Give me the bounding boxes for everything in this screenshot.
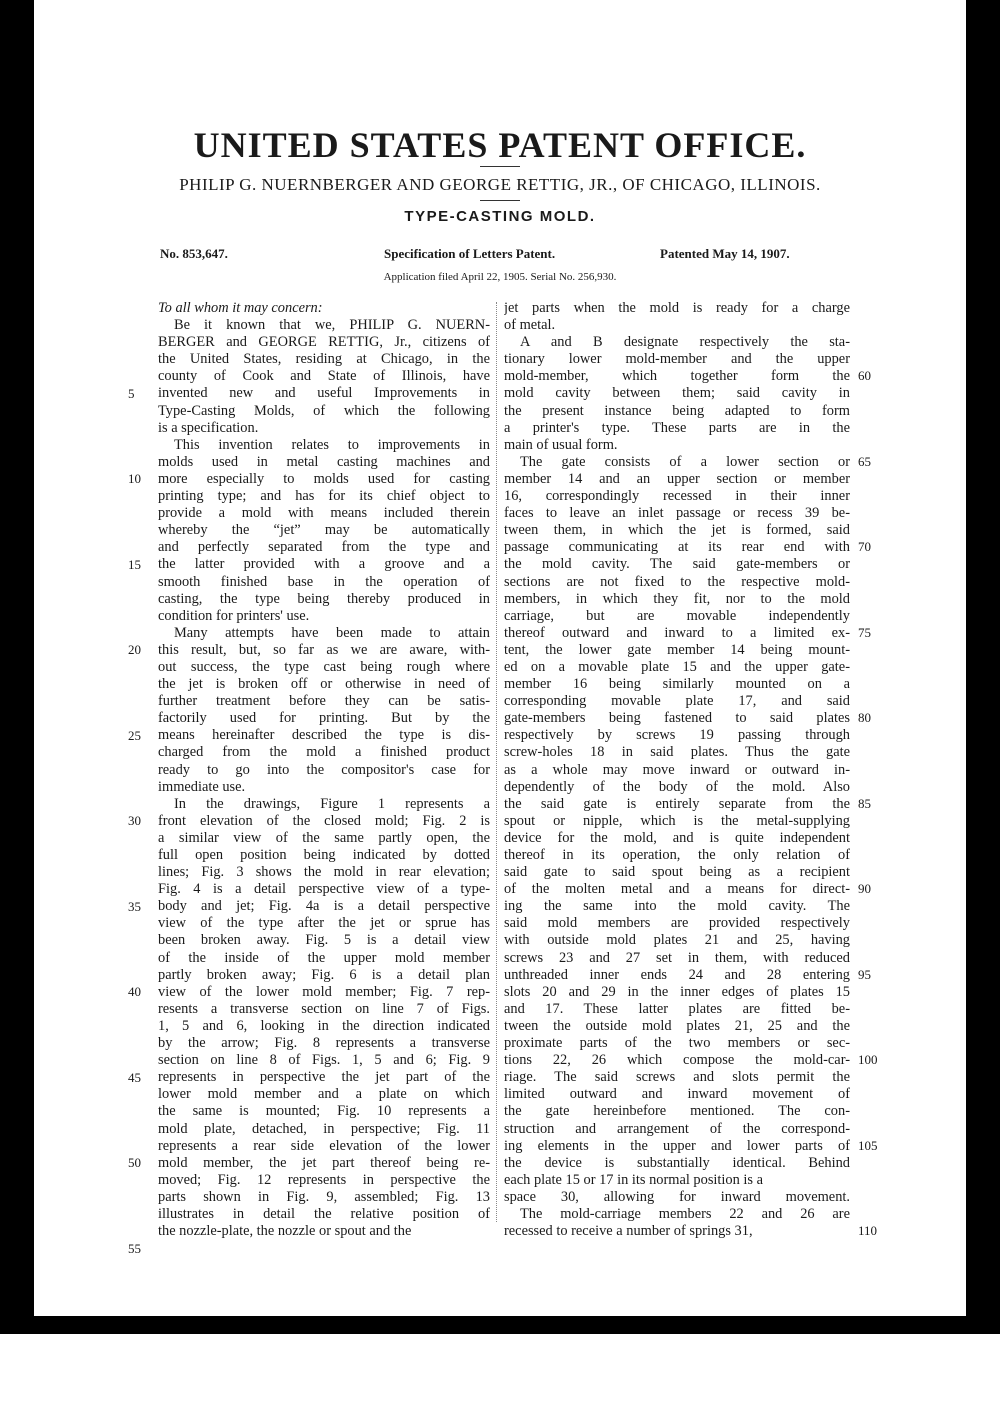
text-line: thereof outward and inward to a limited ex- xyxy=(504,624,850,641)
patent-subject: TYPE-CASTING MOLD. xyxy=(404,208,596,225)
text-line: more especially to molds used for casting xyxy=(158,470,490,487)
specification-label: Specification of Letters Patent. xyxy=(384,246,556,261)
text-line: mold cavity between them; said cavity in xyxy=(504,385,850,402)
text-line: The gate consists of a lower section or xyxy=(520,453,850,470)
text-line: Type-Casting Molds, of which the following xyxy=(158,402,490,419)
patented-date: Patented May 14, 1907. xyxy=(660,246,790,261)
scan-border-bottom xyxy=(0,1316,1000,1334)
text-line: printing type; and has for its chief object to xyxy=(158,488,490,505)
text-line: casting, the type being thereby produced in xyxy=(158,590,490,607)
text-line: 1, 5 and 6, looking in the direction indicated xyxy=(158,1017,490,1034)
text-line: the latter provided with a groove and a xyxy=(158,556,490,573)
text-line: each plate 15 or 17 in its normal position is a xyxy=(504,1171,763,1188)
text-line: Many attempts have been made to attain xyxy=(174,624,490,641)
line-number: 45 xyxy=(128,1069,141,1085)
text-line: ing elements in the upper and lower parts of xyxy=(504,1137,850,1154)
line-number: 10 xyxy=(128,471,141,486)
text-line: partly broken away; Fig. 6 is a detail plan xyxy=(158,966,490,983)
line-number: 105 xyxy=(858,1137,878,1153)
text-line: ing the same into the mold cavity. The xyxy=(504,898,850,915)
text-line: illustrates in detail the relative position of xyxy=(158,1205,490,1222)
text-line: full open position being indicated by dotted xyxy=(158,847,490,863)
text-line: moved; Fig. 12 represents in perspective the xyxy=(158,1171,490,1188)
text-line: a printer's type. These parts are in the xyxy=(504,419,850,436)
line-number: 95 xyxy=(858,966,871,982)
subject-rule xyxy=(480,200,520,201)
scan-border-left xyxy=(0,0,34,1333)
text-line: faces to leave an inlet passage or recess 39 be- xyxy=(504,505,850,522)
text-line: charged from the mold a finished product xyxy=(158,744,490,761)
text-line: member 16 being similarly mounted on a xyxy=(504,676,850,693)
text-line: proximate parts of the two members or sec- xyxy=(504,1035,850,1052)
text-line: the United States, residing at Chicago, in the xyxy=(158,351,490,368)
text-line: screw-holes 18 in said plates. Thus the gate xyxy=(504,744,850,761)
line-number: 60 xyxy=(858,368,871,384)
text-line: sections are not fixed to the respective mold- xyxy=(504,573,850,590)
text-line: struction and arrangement of the correspond- xyxy=(504,1120,850,1137)
right-text-column xyxy=(504,300,850,1240)
text-line: is a specification. xyxy=(158,419,259,436)
text-line: parts shown in Fig. 9, assembled; Fig. 13 xyxy=(158,1188,490,1205)
text-line: the nozzle-plate, the nozzle or spout and the xyxy=(158,1223,412,1240)
text-line: been broken away. Fig. 5 is a detail view xyxy=(158,932,490,949)
line-number: 85 xyxy=(858,795,871,811)
text-line: whereby the “jet” may be automatically xyxy=(158,522,490,539)
text-line: the present instance being adapted to form xyxy=(504,402,850,419)
text-line: This invention relates to improvements in xyxy=(174,436,490,453)
text-line: of metal. xyxy=(504,317,556,334)
column-divider xyxy=(496,302,497,1222)
text-line: the mold cavity. The said gate-members or xyxy=(504,556,850,573)
text-line: tween them, in which the jet is formed, said xyxy=(504,522,850,539)
text-line: respectively by screws 19 passing through xyxy=(504,727,850,744)
text-line: the said gate is entirely separate from the xyxy=(504,795,850,812)
text-line: ed on a movable plate 15 and the upper gate- xyxy=(504,658,850,675)
title-rule xyxy=(480,166,520,167)
text-line: In the drawings, Figure 1 represents a xyxy=(174,795,490,812)
text-line: means hereinafter described the type is dis- xyxy=(158,727,490,744)
text-line: factorily used for printing. But by the xyxy=(158,710,490,727)
text-line: the gate hereinbefore mentioned. The con- xyxy=(504,1103,850,1120)
scan-border-right xyxy=(966,0,1000,1333)
text-line: of the molten metal and a means for direct- xyxy=(504,881,850,898)
text-line: members, in which they fit, nor to the mold xyxy=(504,590,850,607)
text-line: mold-member, which together form the xyxy=(504,368,850,385)
text-line: county of Cook and State of Illinois, have xyxy=(158,368,490,385)
text-line: smooth finished base in the operation of xyxy=(158,573,490,590)
text-line: recessed to receive a number of springs 31, xyxy=(504,1223,753,1240)
text-line: the same is mounted; Fig. 10 represents a xyxy=(158,1103,490,1120)
text-line: as a whole may move inward or outward in- xyxy=(504,761,850,778)
office-title: UNITED STATES PATENT OFFICE. xyxy=(193,125,807,165)
text-line: ready to go into the compositor's case for xyxy=(158,761,490,778)
text-line: tions 22, 26 which compose the mold-car- xyxy=(504,1052,850,1069)
text-line: thereof in its operation, the only relation of xyxy=(504,847,850,863)
text-line: dependently of the body of the mold. Also xyxy=(504,778,850,795)
text-line: view of the lower mold member; Fig. 7 rep- xyxy=(158,983,490,1000)
text-line: by the arrow; Fig. 8 represents a transverse xyxy=(158,1035,490,1052)
left-text-column xyxy=(158,300,490,1240)
text-line: mold member, the jet part thereof being re- xyxy=(158,1154,490,1171)
line-number: 25 xyxy=(128,727,141,743)
text-line: said mold members are provided respectively xyxy=(504,915,850,932)
text-line: represents a rear side elevation of the lower xyxy=(158,1137,490,1154)
text-line: Be it known that we, PHILIP G. NUERN- xyxy=(174,317,490,334)
text-line: lower mold member and a plate on which xyxy=(158,1086,490,1103)
text-line: the jet is broken off or otherwise in need of xyxy=(158,676,490,693)
text-line: lines; Fig. 3 shows the mold in rear elevation; xyxy=(158,864,490,881)
text-line: section on line 8 of Figs. 1, 5 and 6; Fig. 9 xyxy=(158,1052,490,1069)
line-number: 50 xyxy=(128,1155,141,1170)
text-line: tween the outside mold plates 21, 25 and the xyxy=(504,1017,850,1034)
line-number: 90 xyxy=(858,881,871,897)
text-line: immediate use. xyxy=(158,778,246,795)
text-line: passage communicating at its rear end with xyxy=(504,539,850,556)
text-line: limited outward and inward movement of xyxy=(504,1086,850,1103)
text-line: member 14 and an upper section or member xyxy=(504,470,850,487)
text-line: space 30, allowing for inward movement. xyxy=(504,1188,850,1205)
text-line: To all whom it may concern: xyxy=(158,300,323,316)
text-line: and perfectly separated from the type and xyxy=(158,539,490,556)
text-line: tent, the lower gate member 14 being mount- xyxy=(504,641,850,658)
text-line: provide a mold with means included therein xyxy=(158,505,490,522)
text-line: and 17. These latter plates are fitted be- xyxy=(504,1000,850,1017)
text-line: corresponding movable plate 17, and said xyxy=(504,693,850,710)
text-line: the device is substantially identical. Behind xyxy=(504,1154,850,1171)
text-line: resents a transverse section on line 7 of Figs. xyxy=(158,1000,490,1017)
text-line: The mold-carriage members 22 and 26 are xyxy=(520,1205,850,1222)
text-line: front elevation of the closed mold; Fig. 2 is xyxy=(158,812,490,829)
inventors-line: PHILIP G. NUERNBERGER AND GEORGE RETTIG, JR., OF CHICAGO, ILLINOIS. xyxy=(179,175,821,194)
patent-number: No. 853,647. xyxy=(160,246,228,261)
text-line: with outside mold plates 21 and 25, having xyxy=(504,932,850,949)
text-line: tionary lower mold-member and the upper xyxy=(504,351,850,368)
text-line: 16, correspondingly recessed in their inner xyxy=(504,488,850,505)
line-number: 55 xyxy=(128,1240,141,1256)
text-line: screws 23 and 27 set in them, with reduced xyxy=(504,949,850,966)
text-line: Fig. 4 is a detail perspective view of a type- xyxy=(158,881,490,898)
text-line: body and jet; Fig. 4a is a detail perspective xyxy=(158,898,490,915)
line-number: 30 xyxy=(128,813,141,828)
text-line: further treatment before they can be satis- xyxy=(158,693,490,710)
line-number: 65 xyxy=(858,453,871,469)
text-line: mold plate, detached, in perspective; Fig. 11 xyxy=(158,1120,490,1137)
text-line: riage. The said screws and slots permit the xyxy=(504,1069,850,1086)
text-line: main of usual form. xyxy=(504,436,618,453)
line-number: 35 xyxy=(128,898,141,914)
text-line: said gate to said spout being as a recipient xyxy=(504,864,850,881)
text-line: BERGER and GEORGE RETTIG, Jr., citizens of xyxy=(158,334,490,351)
text-line: condition for printers' use. xyxy=(158,607,310,624)
line-number: 20 xyxy=(128,642,141,657)
text-line: this result, but, so far as we are aware, with- xyxy=(158,641,490,658)
text-line: represents in perspective the jet part of the xyxy=(158,1069,490,1086)
text-line: of the inside of the upper mold member xyxy=(158,949,490,966)
text-line: slots 20 and 29 in the inner edges of plates 15 xyxy=(504,983,850,1000)
text-line: molds used in metal casting machines and xyxy=(158,453,490,470)
text-line: spout or nipple, which is the metal-supplying xyxy=(504,812,850,829)
text-line: A and B designate respectively the sta- xyxy=(520,334,850,351)
application-filed: Application filed April 22, 1905. Serial No. 256,930. xyxy=(383,271,617,283)
text-line: view of the type after the jet or sprue has xyxy=(158,915,490,932)
text-line: gate-members being fastened to said plates xyxy=(504,710,850,727)
text-line: a similar view of the same partly open, the xyxy=(158,829,490,846)
line-number: 5 xyxy=(128,385,135,401)
text-line: out success, the type cast being rough where xyxy=(158,658,490,675)
line-number: 70 xyxy=(858,539,871,555)
line-number: 75 xyxy=(858,624,871,640)
text-line: unthreaded inner ends 24 and 28 entering xyxy=(504,966,850,983)
line-number: 100 xyxy=(858,1052,878,1068)
line-number: 40 xyxy=(128,984,141,999)
text-line: jet parts when the mold is ready for a charge xyxy=(504,300,850,316)
line-number: 15 xyxy=(128,556,141,572)
text-line: carriage, but are movable independently xyxy=(504,607,850,624)
text-line: device for the mold, and is quite independent xyxy=(504,829,850,846)
line-number: 110 xyxy=(858,1223,878,1239)
text-line: invented new and useful Improvements in xyxy=(158,385,490,402)
line-number: 80 xyxy=(858,710,871,726)
